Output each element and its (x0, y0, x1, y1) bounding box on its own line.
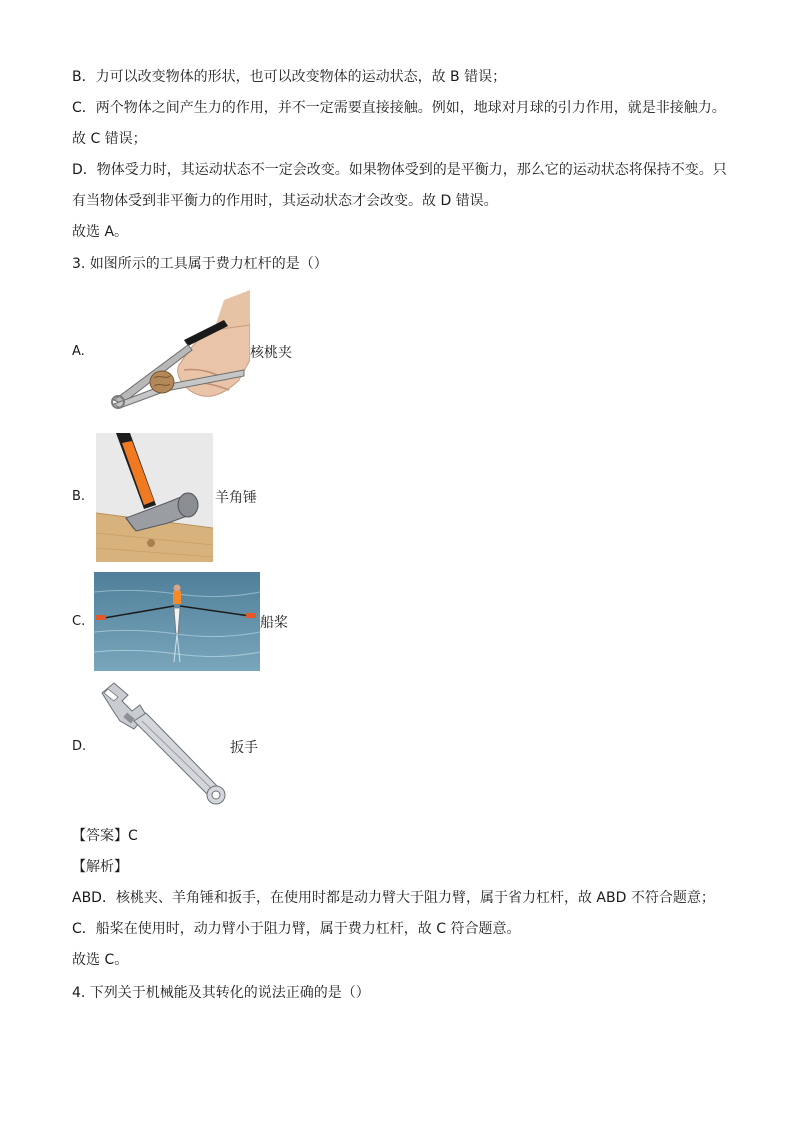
explanation-b: B．力可以改变物体的形状，也可以改变物体的运动状态，故 B 错误； (72, 69, 507, 85)
analysis-title: 【解析】 (72, 859, 128, 875)
wrench-image (94, 679, 229, 809)
explanation-c-line2: 故 C 错误； (72, 131, 147, 147)
answer: 【答案】C (72, 828, 138, 844)
option-b-letter: B. (72, 489, 86, 504)
nutcracker-image (104, 290, 250, 414)
explanation-d-line1: D．物体受力时，其运动状态不一定会改变。如果物体受到的是平衡力，那么它的运动状态将保持不变。只 (72, 162, 727, 178)
option-d-label: 扳手 (230, 740, 258, 756)
claw-hammer-image (96, 433, 213, 562)
explanation-d-line2: 有当物体受到非平衡力的作用时，其运动状态才会改变。故 D 错误。 (72, 193, 498, 209)
option-c-letter: C. (72, 614, 86, 629)
conclusion-prev: 故选 A。 (72, 224, 129, 240)
analysis-line1: ABD．核桃夹、羊角锤和扳手，在使用时都是动力臂大于阻力臂，属于省力杠杆，故 ABD 不符合题意； (72, 890, 715, 906)
option-d-letter: D. (72, 739, 87, 754)
question3-stem: 3. 如图所示的工具属于费力杠杆的是（） (72, 256, 328, 272)
option-a-letter: A. (72, 344, 85, 359)
option-b-label: 羊角锤 (215, 490, 257, 506)
explanation-c-line1: C．两个物体之间产生力的作用，并不一定需要直接接触。例如，地球对月球的引力作用，就是非接触力。 (72, 100, 726, 116)
conclusion-q3: 故选 C。 (72, 952, 129, 968)
analysis-line2: C．船桨在使用时，动力臂小于阻力臂，属于费力杠杆，故 C 符合题意。 (72, 921, 521, 937)
question4-stem: 4. 下列关于机械能及其转化的说法正确的是（） (72, 985, 370, 1001)
rowing-boat-image (94, 572, 260, 671)
option-c-label: 船桨 (260, 615, 288, 631)
option-a-label: 核桃夹 (250, 345, 292, 361)
